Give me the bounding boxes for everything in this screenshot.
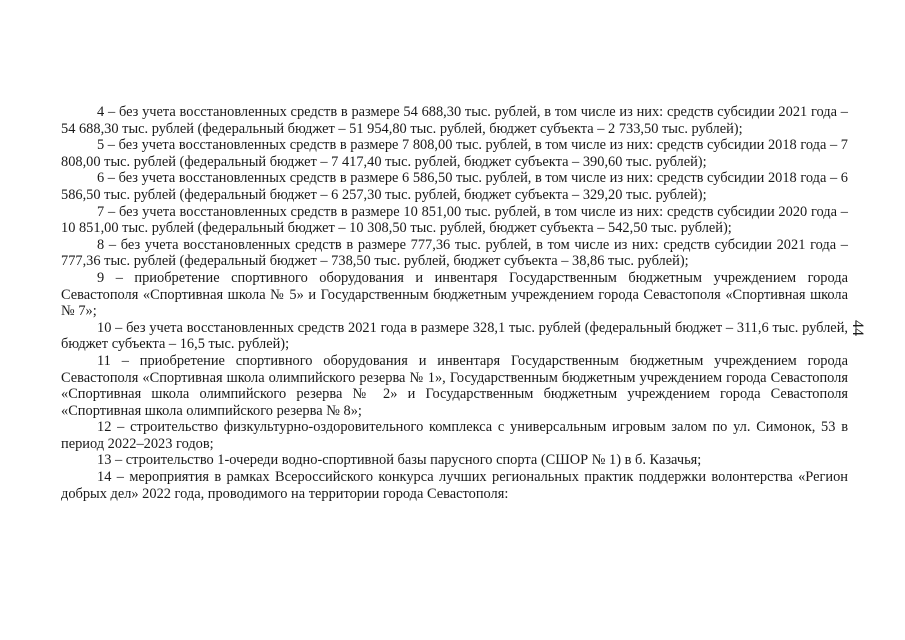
- page-number: 44: [849, 320, 866, 336]
- footnote-11: 11 – приобретение спортивного оборудования и инвентаря Государственным бюджетным учреждением города Севастополя «Спортивная школа олимпийского резерва № 1», Государственным бюджетным учреждением города Севастополя «Спортивная школа олимпийского резерва № 2» и Государственным бюджетным учреждением города Севастополя «Спортивная школа олимпийского резерва № 8»;: [61, 352, 848, 419]
- footnote-12: 12 – строительство физкультурно-оздоровительного комплекса с универсальным игровым залом по ул. Симонок, 53 в период 2022–2023 годов;: [61, 419, 848, 452]
- footnote-4: 4 – без учета восстановленных средств в размере 54 688,30 тыс. рублей, в том числе из них: средств субсидии 2021 года – 54 688,30 тыс. рублей (федеральный бюджет – 51 954,80 тыс. рублей, бюджет субъекта – 2 733,50 тыс. рублей);: [61, 104, 848, 137]
- footnote-14: 14 – мероприятия в рамках Всероссийского конкурса лучших региональных практик поддержки волонтерства «Регион добрых дел» 2022 года, проводимого на территории города Севастополя:: [61, 469, 848, 502]
- footnote-5: 5 – без учета восстановленных средств в размере 7 808,00 тыс. рублей, в том числе из них: средств субсидии 2018 года – 7 808,00 тыс. рублей (федеральный бюджет – 7 417,40 тыс. рублей, бюджет субъекта – 390,60 тыс. рублей);: [61, 137, 848, 170]
- footnote-7: 7 – без учета восстановленных средств в размере 10 851,00 тыс. рублей, в том числе из них: средств субсидии 2020 года – 10 851,00 тыс. рублей (федеральный бюджет – 10 308,50 тыс. рублей, бюджет субъекта – 542,50 тыс. рублей);: [61, 203, 848, 237]
- footnote-6: 6 – без учета восстановленных средств в размере 6 586,50 тыс. рублей, в том числе из них: средств субсидии 2018 года – 6 586,50 тыс. рублей (федеральный бюджет – 6 257,30 тыс. рублей, бюджет субъекта – 329,20 тыс. рублей);: [61, 170, 848, 203]
- footnote-9: 9 – приобретение спортивного оборудования и инвентаря Государственным бюджетным учреждением города Севастополя «Спортивная школа № 5» и Государственным бюджетным учреждением города Севастополя «Спортивная школа № 7»;: [61, 269, 848, 320]
- footnote-13: 13 – строительство 1-очереди водно-спортивной базы парусного спорта (СШОР № 1) в б. Казачья;: [97, 452, 702, 469]
- footnote-8: 8 – без учета восстановленных средств в размере 777,36 тыс. рублей, в том числе из них: средств субсидии 2021 года – 777,36 тыс. рублей (федеральный бюджет – 738,50 тыс. рублей, бюджет субъекта – 38,86 тыс. рублей);: [61, 236, 848, 270]
- footnotes-block: [61, 104, 848, 502]
- footnote-10: 10 – без учета восстановленных средств 2021 года в размере 328,1 тыс. рублей (федеральный бюджет – 311,6 тыс. рублей, бюджет субъекта – 16,5 тыс. рублей);: [61, 319, 848, 353]
